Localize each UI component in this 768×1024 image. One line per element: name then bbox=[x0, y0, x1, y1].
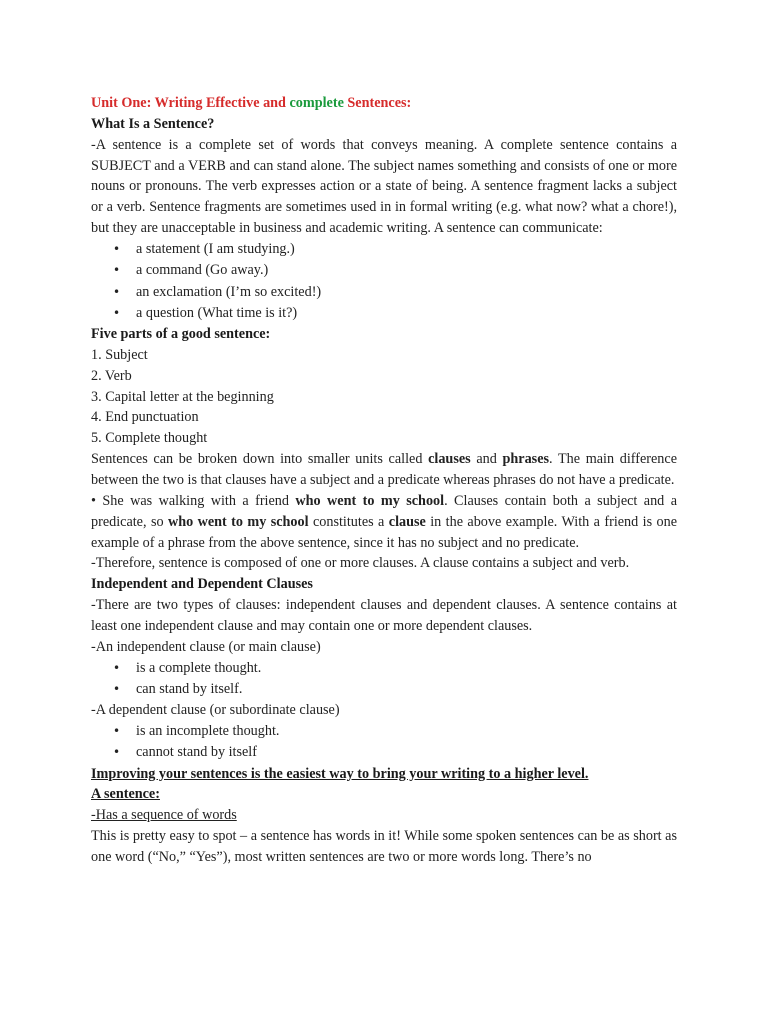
list-item: • a command (Go away.) bbox=[91, 260, 677, 281]
therefore-line: -Therefore, sentence is composed of one or more clauses. A clause contains a subject and verb. bbox=[91, 555, 630, 572]
bold-term-clauses: clauses bbox=[428, 451, 471, 468]
text-run: constitutes a bbox=[308, 513, 389, 530]
dependent-clause-label: -A dependent clause (or subordinate clause) bbox=[91, 702, 340, 719]
text-run: in the above example. With a friend is one example of a phrase from the above sentence, since it has no subject and no predicate. bbox=[91, 513, 678, 551]
list-item: • a question (What time is it?) bbox=[91, 303, 677, 324]
list-item: • cannot stand by itself bbox=[91, 742, 677, 763]
list-item: • is a complete thought. bbox=[91, 658, 677, 679]
title-part-3: Sentences: bbox=[343, 95, 412, 111]
example-paragraph bbox=[91, 491, 677, 554]
a-sentence-heading: A sentence: bbox=[91, 786, 160, 803]
title-part-1: Unit One: Writing Effective and bbox=[91, 95, 290, 111]
clauses-paragraph bbox=[91, 449, 677, 491]
title-part-2: complete bbox=[289, 95, 344, 111]
list-item: • can stand by itself. bbox=[91, 679, 677, 700]
unit-title bbox=[91, 93, 677, 114]
intro-paragraph: -A sentence is a complete set of words that conveys meaning. A complete sentence contains a SUBJECT and a VERB and can stand alone. The subject names something and consists of one or more nouns or pronouns. The verb expresses action or a state of being. A sentence fragment lacks a subject or a verb. Sentence fragments are sometimes used in in formal writing (e.g. what now? what a chore!), but they are unacceptable in business and academic writing. A sentence can communicate: bbox=[91, 136, 677, 237]
what-is-sentence-heading: What Is a Sentence? bbox=[91, 115, 215, 132]
list-item: • a statement (I am studying.) bbox=[91, 239, 677, 260]
five-parts-heading: Five parts of a good sentence: bbox=[91, 326, 271, 343]
text-run: • She was walking with a friend bbox=[91, 492, 296, 509]
two-types-paragraph: -There are two types of clauses: independent clauses and dependent clauses. A sentence contains at least one independent clause and may contain one or more dependent clauses. bbox=[91, 597, 677, 634]
improving-heading: Improving your sentences is the easiest way to bring your writing to a higher level. bbox=[91, 765, 589, 782]
dependent-list bbox=[91, 721, 677, 764]
list-item: 1. Subject bbox=[91, 346, 148, 363]
five-parts-list bbox=[91, 345, 677, 449]
bold-term-phrases: phrases bbox=[502, 451, 550, 468]
list-item: 4. End punctuation bbox=[91, 409, 199, 426]
text-run: and bbox=[470, 451, 503, 468]
text-run: Sentences can be broken down into smaller units called bbox=[91, 451, 429, 468]
list-item: 3. Capital letter at the beginning bbox=[91, 388, 274, 405]
has-sequence-line: -Has a sequence of words bbox=[91, 807, 237, 824]
final-paragraph: This is pretty easy to spot – a sentence has words in it! While some spoken sentences can be as short as one word (“No,” “Yes”), most written sentences are two or more words long. There’s no bbox=[91, 828, 677, 865]
bold-example-clause: who went to my school bbox=[167, 513, 309, 530]
list-item: 2. Verb bbox=[91, 367, 132, 384]
bold-example-clause: who went to my school bbox=[295, 492, 445, 509]
communicate-list bbox=[91, 239, 677, 324]
independent-list bbox=[91, 658, 677, 701]
text-run: . The main difference between the two is that clauses have a subject and a predicate whereas phrases do not have a predicate. bbox=[91, 451, 677, 488]
bold-term-clause: clause bbox=[388, 513, 426, 530]
text-run: . Clauses contain both a subject and a predicate, so bbox=[91, 492, 677, 530]
list-item: 5. Complete thought bbox=[91, 430, 208, 447]
independent-dependent-heading: Independent and Dependent Clauses bbox=[91, 576, 313, 593]
list-item: • an exclamation (I’m so excited!) bbox=[91, 282, 677, 303]
list-item: • is an incomplete thought. bbox=[91, 721, 677, 742]
independent-clause-label: -An independent clause (or main clause) bbox=[91, 638, 321, 655]
